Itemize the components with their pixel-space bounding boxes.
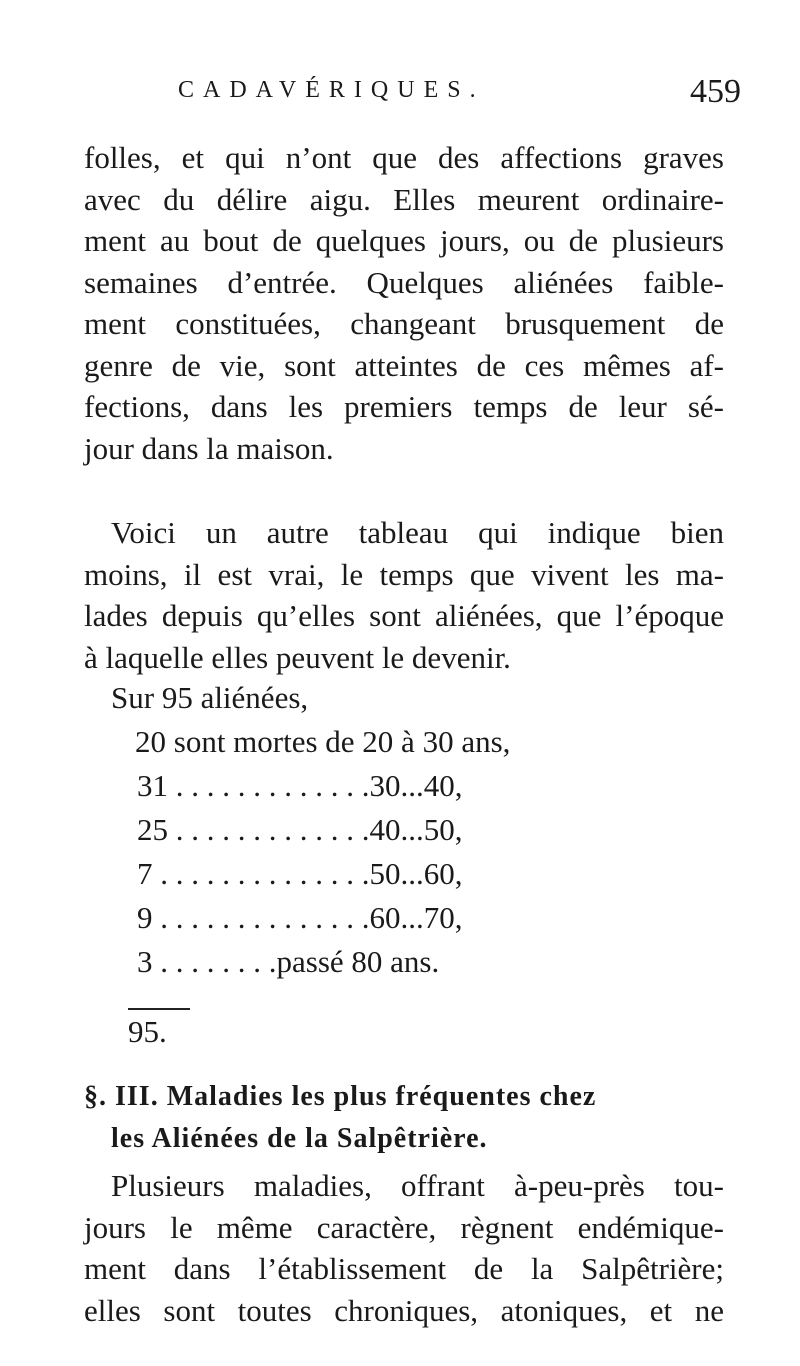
- text-line: à laquelle elles peuvent le devenir.: [84, 639, 511, 675]
- text-line: Plusieurs maladies, offrant à-peu-près tou-: [111, 1168, 724, 1203]
- text-line: lades depuis qu’elles sont aliénées, que l’époque: [84, 598, 724, 633]
- row-range: 30...40,: [369, 768, 463, 803]
- text-line: Voici un autre tableau qui indique bien: [111, 515, 724, 550]
- table-intro: Sur 95 aliénées,: [111, 680, 309, 715]
- text-line: genre de vie, sont atteintes de ces mêmes af-: [84, 347, 724, 383]
- text-line: elles sont toutes chroniques, atoniques, et ne: [84, 1292, 724, 1328]
- total-rule: [128, 1008, 190, 1010]
- row-range: passé 80 ans.: [276, 944, 440, 979]
- row-range: 60...70,: [369, 900, 463, 935]
- text-line: semaines d’entrée. Quelques aliénées faible-: [84, 264, 724, 300]
- dot-leader: . . . . . . . .: [152, 944, 277, 979]
- page-header: [0, 73, 800, 123]
- row-count: 9: [137, 900, 153, 935]
- text-line: moins, il est vrai, le temps que vivent les ma-: [84, 556, 724, 592]
- running-head: CADAVÉRIQUES.: [178, 77, 485, 103]
- table-row: [137, 944, 439, 984]
- table-lead-row: 20 sont mortes de 20 à 30 ans,: [135, 724, 511, 759]
- row-range: 50...60,: [369, 856, 463, 891]
- text-line: ment constituées, changeant brusquement de: [84, 306, 724, 341]
- section-heading-line: les Aliénées de la Salpêtrière.: [111, 1123, 488, 1154]
- row-count: 31: [137, 768, 168, 803]
- section-heading-line: §. III. Maladies les plus fréquentes chez: [84, 1081, 597, 1112]
- text-line: ment au bout de quelques jours, ou de plusieurs: [84, 223, 724, 258]
- paragraph-2: [84, 512, 724, 678]
- table-row: [137, 856, 463, 896]
- row-count: 3: [137, 944, 153, 979]
- row-range: 40...50,: [369, 812, 463, 847]
- dot-leader: . . . . . . . . . . . . . .: [152, 900, 370, 935]
- dot-leader: . . . . . . . . . . . . . .: [152, 856, 370, 891]
- text-line: avec du délire aigu. Elles meurent ordinaire-: [84, 181, 724, 217]
- text-line: jour dans la maison.: [84, 430, 334, 466]
- row-count: 25: [137, 812, 168, 847]
- section-heading: [84, 1076, 734, 1160]
- dot-leader: . . . . . . . . . . . . .: [168, 768, 370, 803]
- row-count: 7: [137, 856, 153, 891]
- paragraph-3: [84, 1165, 724, 1331]
- table-row: [137, 768, 463, 808]
- table-row: [137, 812, 463, 852]
- page-number: 459: [690, 73, 741, 110]
- text-line: folles, et qui n’ont que des affections graves: [84, 140, 724, 175]
- text-line: ment dans l’établissement de la Salpêtrière;: [84, 1251, 724, 1286]
- table-total: 95.: [128, 1014, 167, 1049]
- paragraph-1: [84, 137, 724, 469]
- table-row: [137, 900, 463, 940]
- dot-leader: . . . . . . . . . . . . .: [168, 812, 370, 847]
- text-line: fections, dans les premiers temps de leur sé-: [84, 389, 724, 424]
- text-line: jours le même caractère, règnent endémique-: [84, 1209, 724, 1245]
